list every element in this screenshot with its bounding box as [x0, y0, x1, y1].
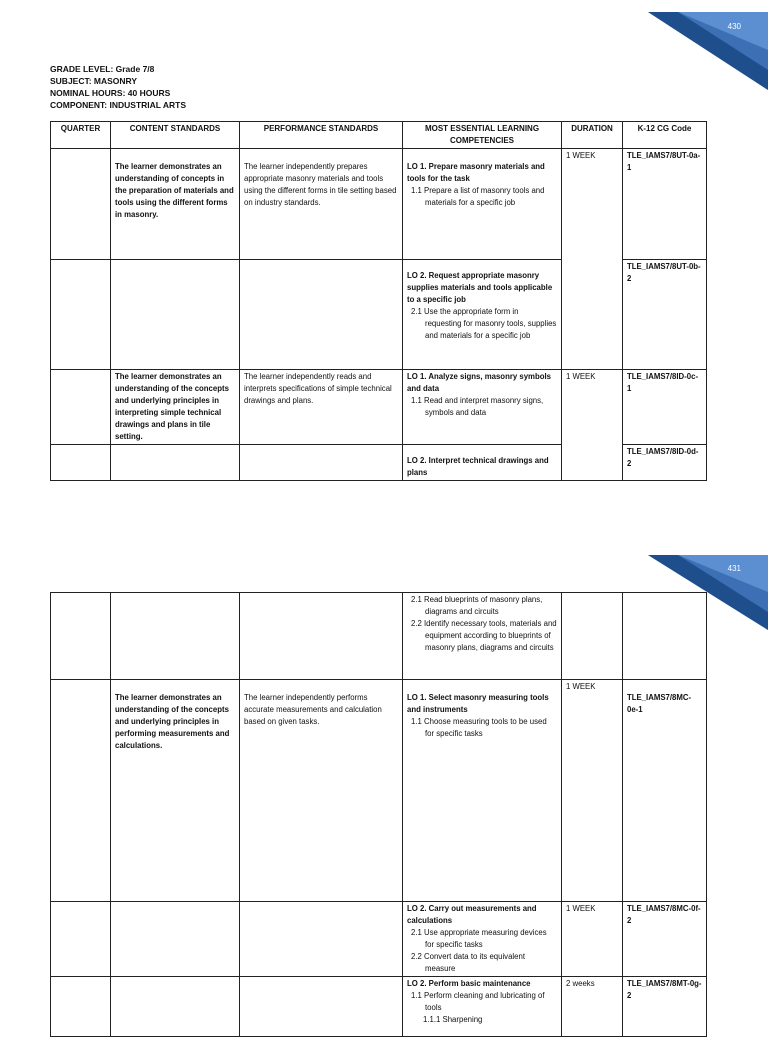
- page-gap: [0, 520, 768, 550]
- table-row: [51, 680, 707, 902]
- header-melc: MOST ESSENTIAL LEARNING COMPETENCIES: [403, 122, 562, 149]
- competency: 2.2 Identify necessary tools, materials and equipment according to blueprints of masonry plans, diagrams and circuits: [411, 619, 557, 652]
- nominal-hours: NOMINAL HOURS: 40 HOURS: [50, 88, 171, 98]
- cg-code: TLE_IAMS7/8ID-0c-1: [627, 372, 699, 393]
- header-content-standards: CONTENT STANDARDS: [111, 122, 240, 149]
- competency: 1.1 Prepare a list of masonry tools and materials for a specific job: [411, 186, 545, 207]
- content-standard: The learner demonstrates an understanding of concepts in the preparation of materials and tools using the different forms in masonry.: [115, 162, 234, 219]
- performance-standard: [240, 593, 403, 680]
- quarter-cell: [51, 260, 111, 370]
- duration: 2 weeks: [566, 979, 595, 988]
- cg-code: [623, 593, 707, 680]
- content-standard: The learner demonstrates an understanding of the concepts and underlying principles in performing measurements and calculations.: [115, 693, 230, 750]
- competency: 2.2 Convert data to its equivalent measure: [411, 952, 525, 973]
- duration: 1 WEEK: [566, 682, 596, 691]
- cg-code: TLE_IAMS7/8ID-0d-2: [627, 447, 699, 468]
- document-page-431: [0, 550, 768, 1024]
- quarter-cell: [51, 902, 111, 977]
- performance-standard: [240, 445, 403, 481]
- quarter-cell: [51, 977, 111, 1037]
- cg-code: TLE_IAMS7/8MC-0f-2: [627, 904, 701, 925]
- table-header-row: [51, 122, 707, 149]
- quarter-cell: [51, 149, 111, 260]
- cg-code: TLE_IAMS7/8MC-0e-1: [627, 693, 692, 714]
- quarter-cell: [51, 370, 111, 445]
- duration: 1 WEEK: [566, 904, 596, 913]
- content-standard: The learner demonstrates an understanding of the concepts and underlying principles in interpreting simple technical drawings and plans in tile setting.: [115, 372, 229, 441]
- table-row: [51, 593, 707, 680]
- content-standard: [111, 977, 240, 1037]
- content-standard: [111, 445, 240, 481]
- cg-code: TLE_IAMS7/8UT-0b-2: [627, 262, 701, 283]
- content-standard: [111, 593, 240, 680]
- quarter-cell: [51, 445, 111, 481]
- competency: 1.1 Read and interpret masonry signs, symbols and data: [411, 396, 544, 417]
- grade-level: GRADE LEVEL: Grade 7/8: [50, 64, 155, 74]
- learning-outcome: LO 1. Analyze signs, masonry symbols and data: [407, 372, 552, 393]
- competency: 2.1 Use the appropriate form in requesting for masonry tools, supplies and materials for a specific job: [411, 307, 557, 340]
- learning-outcome: LO 1. Prepare masonry materials and tools for the task: [407, 162, 545, 183]
- curriculum-meta: [50, 63, 186, 111]
- table-row: [51, 977, 707, 1037]
- page-corner-decoration: [648, 0, 768, 90]
- performance-standard: The learner independently reads and interprets specifications of simple technical drawings and plans.: [244, 372, 392, 405]
- duration: [562, 593, 623, 680]
- quarter-cell: [51, 593, 111, 680]
- cg-code: TLE_IAMS7/8MT-0g-2: [627, 979, 702, 1000]
- curriculum-table-continued: [50, 592, 707, 1037]
- learning-outcome: LO 2. Carry out measurements and calculations: [407, 904, 537, 925]
- curriculum-table: [50, 121, 707, 481]
- content-standard: [111, 260, 240, 370]
- performance-standard: The learner independently prepares appropriate masonry materials and tools using the different forms in tile setting based on industry standards.: [244, 162, 397, 207]
- header-duration: DURATION: [562, 122, 623, 149]
- learning-outcome: LO 2. Interpret technical drawings and plans: [407, 456, 549, 477]
- performance-standard: The learner independently performs accurate measurements and calculation based on given tasks.: [244, 693, 382, 726]
- header-cg-code: K-12 CG Code: [623, 122, 707, 149]
- learning-outcome: LO 2. Perform basic maintenance: [407, 979, 531, 988]
- cg-code: TLE_IAMS7/8UT-0a-1: [627, 151, 701, 172]
- quarter-cell: [51, 680, 111, 902]
- competency: 2.1 Read blueprints of masonry plans, diagrams and circuits: [411, 595, 543, 616]
- performance-standard: [240, 977, 403, 1037]
- component: COMPONENT: INDUSTRIAL ARTS: [50, 100, 186, 110]
- page-number: 430: [727, 22, 741, 31]
- sub-competency: 1.1.1 Sharpening: [423, 1015, 483, 1024]
- page-number: 431: [727, 564, 741, 573]
- competency: 1.1 Perform cleaning and lubricating of tools: [411, 991, 545, 1012]
- header-performance-standards: PERFORMANCE STANDARDS: [240, 122, 403, 149]
- performance-standard: [240, 902, 403, 977]
- table-row: [51, 149, 707, 260]
- table-row: [51, 902, 707, 977]
- learning-outcome: LO 1. Select masonry measuring tools and instruments: [407, 693, 549, 714]
- performance-standard: [240, 260, 403, 370]
- header-quarter: QUARTER: [51, 122, 111, 149]
- learning-outcome: LO 2. Request appropriate masonry supplies materials and tools applicable to a specific job: [407, 271, 553, 304]
- duration: 1 WEEK: [566, 372, 596, 381]
- table-row: [51, 370, 707, 445]
- subject: SUBJECT: MASONRY: [50, 76, 138, 86]
- content-standard: [111, 902, 240, 977]
- duration: 1 WEEK: [566, 151, 596, 160]
- competency: 1.1 Choose measuring tools to be used for specific tasks: [411, 717, 547, 738]
- competency: 2.1 Use appropriate measuring devices for specific tasks: [411, 928, 547, 949]
